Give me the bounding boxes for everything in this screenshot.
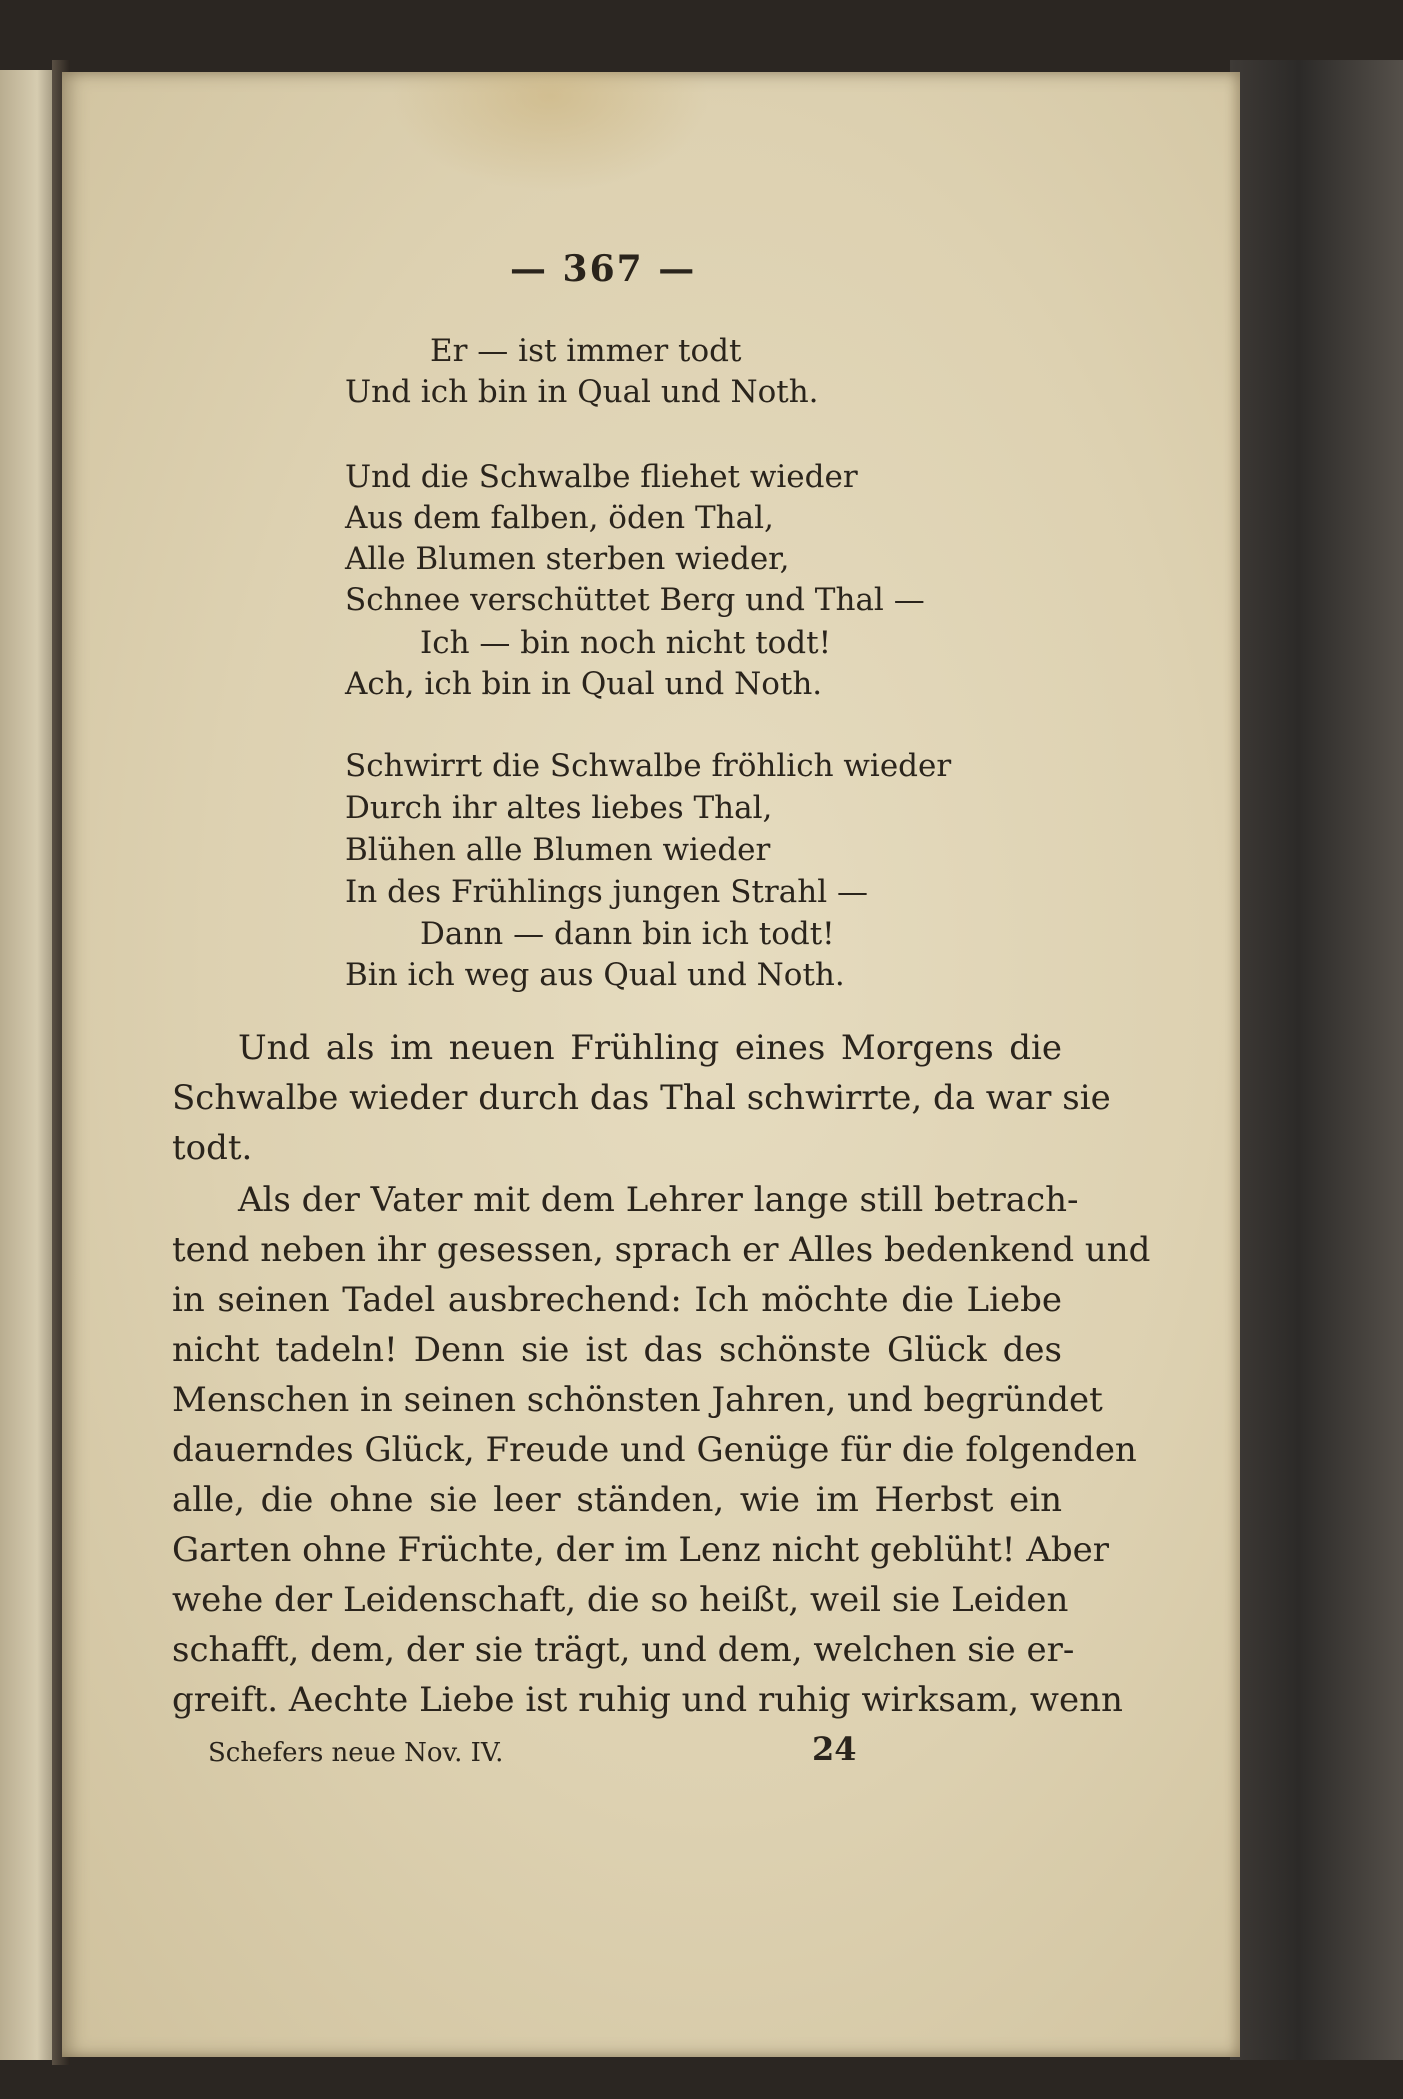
poem-line: Ach, ich bin in Qual und Noth. [345,666,823,702]
text-line: dauerndes Glück, Freude und Genüge für die folgenden [172,1430,1137,1470]
page-stain [390,72,710,192]
signature-line: Schefers neue Nov. IV. [208,1738,504,1768]
page-number-header: — 367 — [510,248,697,290]
text-line: tend neben ihr gesessen, sprach er Alles bedenkend und [172,1230,1151,1270]
text-line: in seinen Tadel ausbrechend: Ich möchte die Liebe [172,1280,1062,1320]
text-line: Schwalbe wieder durch das Thal schwirrte, da war sie [172,1078,1111,1118]
poem-line: Er — ist immer todt [430,333,742,369]
poem-line: Bin ich weg aus Qual und Noth. [345,957,845,993]
poem-line: In des Frühlings jungen Strahl — [345,874,868,910]
poem-line: Blühen alle Blumen wieder [345,832,771,868]
poem-line: Und die Schwalbe fliehet wieder [345,459,858,495]
text-line: schafft, dem, der sie trägt, und dem, welchen sie er- [172,1630,1075,1670]
sheet-number: 24 [812,1730,857,1768]
text-line: Garten ohne Früchte, der im Lenz nicht geblüht! Aber [172,1530,1109,1570]
text-line: alle, die ohne sie leer ständen, wie im Herbst ein [172,1480,1062,1520]
poem-line: Ich — bin noch nicht todt! [420,625,832,661]
poem-line: Schwirrt die Schwalbe fröhlich wieder [345,748,952,784]
text-line: wehe der Leidenschaft, die so heißt, weil sie Leiden [172,1580,1069,1620]
text-line: greift. Aechte Liebe ist ruhig und ruhig wirksam, wenn [172,1680,1123,1720]
book-cover-edge [1230,60,1403,2060]
text-line: nicht tadeln! Denn sie ist das schönste Glück des [172,1330,1062,1370]
poem-line: Und ich bin in Qual und Noth. [345,374,819,410]
text-line: todt. [172,1128,253,1168]
poem-line: Aus dem falben, öden Thal, [345,500,774,536]
text-line: Menschen in seinen schönsten Jahren, und begründet [172,1380,1103,1420]
poem-line: Schnee verschüttet Berg und Thal — [345,582,925,618]
poem-line: Alle Blumen sterben wieder, [345,541,790,577]
poem-line: Dann — dann bin ich todt! [420,916,835,952]
poem-line: Durch ihr altes liebes Thal, [345,790,773,826]
text-line: Und als im neuen Frühling eines Morgens die [238,1028,1062,1068]
text-line: Als der Vater mit dem Lehrer lange still betrach- [238,1180,1079,1220]
